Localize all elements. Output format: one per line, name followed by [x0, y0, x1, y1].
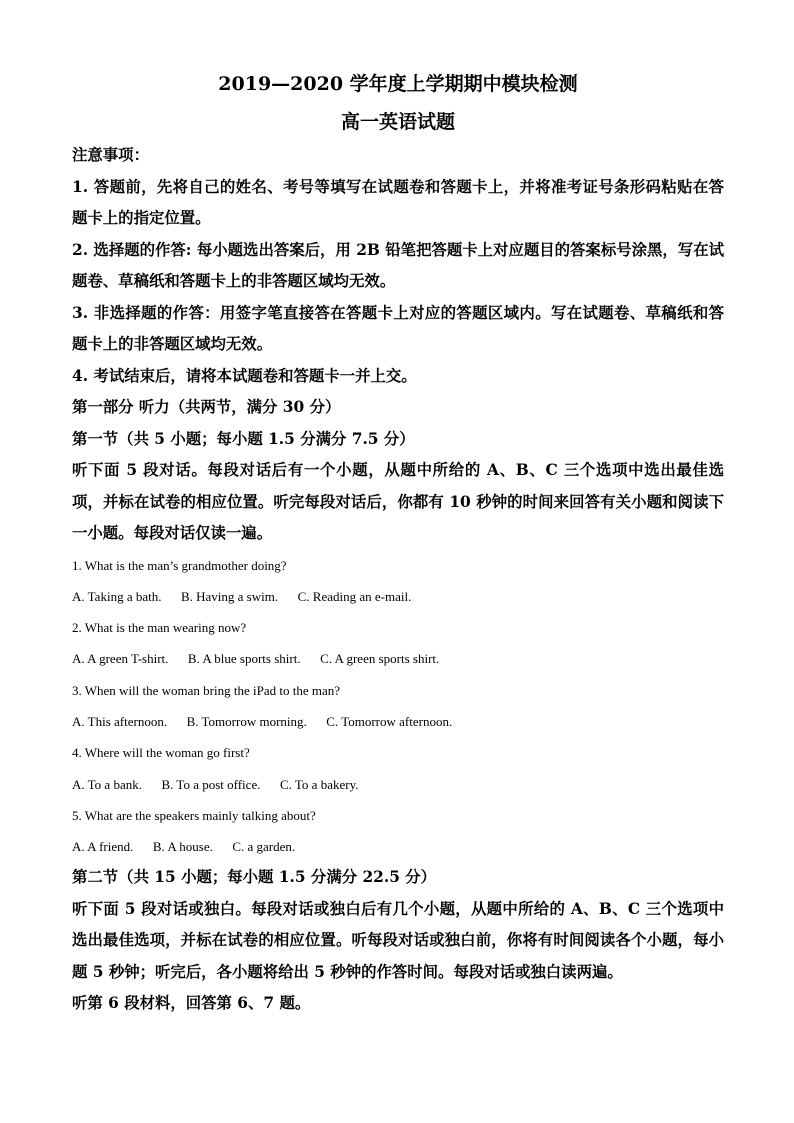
notice-heading: 注意事项： — [72, 146, 149, 164]
notice-item: 1. 答题前，先将自己的姓名、考号等填写在试题卷和答题卡上，并将准考证号条形码粘贴在答题卡上的指定位置。 — [72, 177, 724, 227]
notice-item: 2. 选择题的作答: 每小题选出答案后，用 2B 铅笔把答题卡上对应题目的答案标号涂黑，写在试题卷、草稿纸和答题卡上的非答题区域均无效。 — [72, 240, 724, 290]
question-options: A. This afternoon. B. Tomorrow morning. C. Tomorrow afternoon. — [72, 713, 453, 729]
section1-heading: 第一节（共 5 小题；每小题 1.5 分满分 7.5 分） — [72, 429, 415, 448]
question-options: A. Taking a bath. B. Having a swim. C. Reading an e-mail. — [72, 588, 412, 604]
question-stem: 4. Where will the woman go first? — [72, 745, 250, 761]
material-instruction: 听第 6 段材料，回答第 6、7 题。 — [72, 994, 311, 1013]
question-options: A. To a bank. B. To a post office. C. To a bakery. — [72, 776, 359, 792]
exam-subtitle: 高一英语试题 — [340, 111, 455, 133]
question-list — [72, 550, 724, 863]
question-stem: 5. What are the speakers mainly talking about? — [72, 807, 316, 823]
section2-instructions: 听下面 5 段对话或独白。每段对话或独白后有几个小题，从题中所给的 A、B、C 三个选项中选出最佳选项，并标在试卷的相应位置。听每段对话或独白前，你将有时间阅读各个小题，每小题 5 秒钟；听完后，各小题将给出 5 秒钟的作答时间。每段对话或独白读两遍。 — [72, 899, 724, 981]
exam-title: 2019—2020 学年度上学期期中模块检测 — [218, 73, 578, 95]
question-stem: 2. What is the man wearing now? — [72, 620, 247, 636]
question-options: A. A friend. B. A house. C. a garden. — [72, 839, 296, 855]
question-stem: 1. What is the man’s grandmother doing? — [72, 557, 287, 573]
section1-instructions: 听下面 5 段对话。每段对话后有一个小题，从题中所给的 A、B、C 三个选项中选出最佳选项，并标在试卷的相应位置。听完每段对话后，你都有 10 秒钟的时间来回答有关小题和阅读下一小题。每段对话仅读一遍。 — [72, 461, 724, 542]
notice-item: 4. 考试结束后，请将本试题卷和答题卡一并上交。 — [72, 366, 417, 385]
question-stem: 3. When will the woman bring the iPad to the man? — [72, 682, 341, 698]
notice-item: 3. 非选择题的作答：用签字笔直接答在答题卡上对应的答题区域内。写在试题卷、草稿纸和答题卡上的非答题区域均无效。 — [72, 303, 724, 353]
exam-page — [72, 62, 724, 1020]
section2-heading: 第二节（共 15 小题；每小题 1.5 分满分 22.5 分） — [72, 868, 437, 887]
part1-heading: 第一部分 听力（共两节，满分 30 分） — [72, 398, 341, 416]
question-options: A. A green T-shirt. B. A blue sports shirt. C. A green sports shirt. — [72, 651, 440, 667]
